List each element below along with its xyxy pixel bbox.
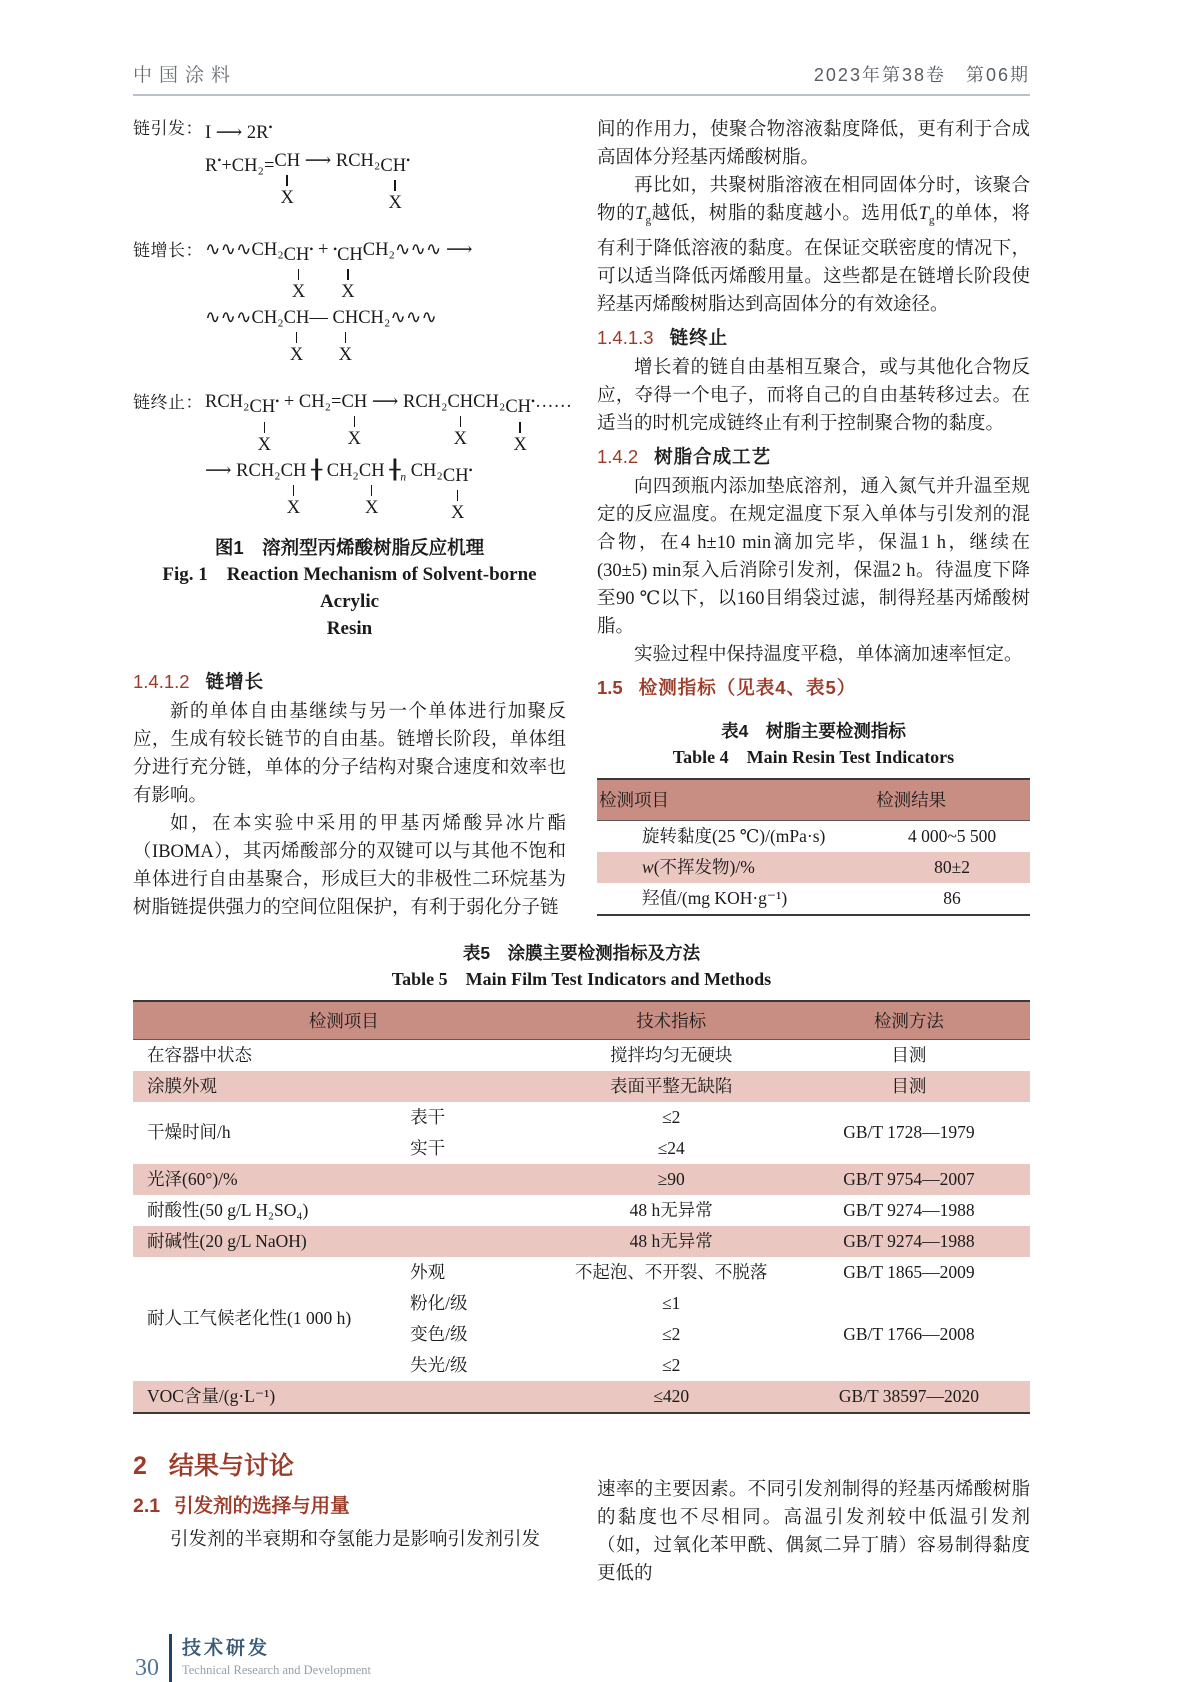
section-142-heading	[597, 443, 1030, 471]
test-result: 4 000~5 500	[907, 825, 997, 846]
bond-line	[286, 175, 288, 186]
journal-name: 中国涂料	[133, 65, 238, 86]
substituted-carbon: CH X	[341, 392, 368, 450]
bond-line	[347, 269, 349, 280]
test-subitem: 实干	[410, 1137, 446, 1158]
test-item: 在容器中状态	[147, 1044, 252, 1065]
table-row	[133, 1195, 1030, 1226]
formula-text: $╂_n$ CH₂	[384, 460, 443, 484]
table5-title-zh: 表5 涂膜主要检测指标及方法	[462, 942, 701, 963]
section-number: 2	[133, 1451, 147, 1480]
test-spec: ≤2	[662, 1354, 681, 1375]
table-row	[133, 1381, 1030, 1413]
formula-text: ⟶ RCH₂	[367, 392, 448, 413]
formula-text: CH₂∿∿∿	[358, 308, 437, 329]
chain-initiation-formula	[133, 116, 566, 214]
table4-block	[597, 718, 1030, 916]
test-method: GB/T 9274—1988	[788, 1226, 1030, 1257]
table-row	[133, 1071, 1030, 1102]
test-result: 80±2	[874, 852, 1030, 883]
section-number: 1.4.1.3	[597, 326, 654, 348]
paragraph: 增长着的链自由基相互聚合，或与其他化合物反应，夺得一个电子，而将自己的自由基转移过去。在适当的时机完成链终止有利于控制聚合物的黏度。	[597, 357, 1030, 434]
test-subitem: 外观	[410, 1261, 446, 1282]
substituent-x: X	[341, 282, 355, 303]
substituent-x: X	[280, 188, 294, 209]
test-method: GB/T 1865—2009	[843, 1261, 975, 1282]
bond-line	[457, 490, 459, 501]
substituent-x: X	[347, 429, 362, 450]
section-number: 1.4.2	[597, 445, 639, 467]
formula-line	[133, 306, 566, 366]
table5-col-item: 检测项目	[133, 1001, 555, 1040]
formula-text: RCH₂	[205, 392, 250, 413]
formula-text: —	[309, 308, 333, 329]
test-item: w(不挥发物)/%	[597, 852, 874, 883]
paragraph: 实验过程中保持温度平稳，单体滴加速率恒定。	[634, 644, 1023, 665]
table-row	[597, 883, 1030, 915]
paragraph: 再比如，共聚树脂溶液在相同固体分时，该聚合物的$T_g$越低，树脂的黏度越小。选用低$T_g$的单体，将有利于降低溶液的黏度。在保证交联密度的情况下，可以适当降低丙烯酸用量。这些都是在链增长阶段使羟基丙烯酸树脂达到高固体分的有效途径。	[597, 176, 1030, 315]
table-row	[597, 852, 1030, 883]
bond-line	[298, 269, 300, 280]
test-spec: ≥90	[555, 1164, 788, 1195]
paragraph: 间的作用力，使聚合物溶液黏度降低，更有利于合成高固体分羟基丙烯酸树脂。	[597, 120, 1030, 168]
bond-line	[293, 485, 295, 496]
substituted-carbon: CH X	[274, 151, 301, 209]
substituted-carbon: CH X	[447, 392, 474, 450]
section-title: 树脂合成工艺	[654, 445, 772, 467]
test-spec: 表面平整无缺陷	[555, 1071, 788, 1102]
section-title: 链增长	[205, 670, 265, 692]
test-method: GB/T 1766—2008	[843, 1323, 975, 1344]
section-number: 1.5	[597, 676, 623, 698]
page-number: 30	[135, 1654, 159, 1681]
test-method: GB/T 38597—2020	[788, 1381, 1030, 1413]
test-spec: ≤2	[662, 1323, 681, 1344]
section-number: 1.4.1.2	[133, 670, 190, 692]
test-subitem: 变色/级	[410, 1323, 468, 1344]
bond-line	[394, 180, 396, 191]
formula-text: ∿∿∿CH₂	[205, 308, 284, 329]
formula-line	[133, 459, 566, 524]
formula-line	[133, 238, 566, 303]
main-columns	[133, 116, 1030, 922]
formula-text: ∿∿∿CH₂	[205, 240, 284, 261]
substituted-carbon: CH• X	[505, 396, 536, 455]
table5	[133, 1000, 1030, 1414]
page-footer	[135, 1634, 1030, 1682]
substituted-carbon: CH X	[283, 308, 310, 366]
formula-text: CH₂∿∿∿ ⟶	[362, 240, 473, 261]
test-item: 涂膜外观	[133, 1071, 555, 1102]
table5-header-row	[133, 1001, 1030, 1040]
substituent-x: X	[291, 282, 306, 303]
bond-line	[345, 332, 347, 343]
section-number: 2.1	[133, 1494, 161, 1517]
test-item: 干燥时间/h	[147, 1122, 231, 1143]
section-title: 结果与讨论	[168, 1451, 294, 1480]
substituted-carbon: CH• X	[249, 396, 280, 455]
bottom-left-column	[133, 1444, 566, 1588]
chain-propagation-formula	[133, 238, 566, 366]
formula-line	[133, 390, 573, 455]
bottom-right-column	[597, 1444, 1030, 1588]
formula-label: 链增长：	[133, 241, 203, 261]
test-method: 目测	[788, 1071, 1030, 1102]
footer-section-zh: 技术研发	[182, 1637, 271, 1659]
section-title: 链终止	[669, 326, 729, 348]
substituted-carbon: CH X	[358, 460, 385, 518]
test-subitem: 失光/级	[410, 1354, 468, 1375]
section-2-heading	[133, 1450, 566, 1482]
table-row	[133, 1164, 1030, 1195]
formula-label: 链终止：	[133, 393, 203, 413]
table4-title-en: Table 4 Main Resin Test Indicators	[672, 746, 955, 767]
figure1-caption-zh: 图1 溶剂型丙烯酸树脂反应机理	[214, 536, 485, 558]
table-row	[597, 820, 1030, 852]
test-spec: 搅拌均匀无硬块	[609, 1044, 733, 1065]
footer-divider-bar	[169, 1634, 172, 1682]
formula-line	[133, 116, 566, 146]
paragraph: 速率的主要因素。不同引发剂制得的羟基丙烯酸树脂的黏度也不尽相同。高温引发剂较中低温引发剂（如，过氧化苯甲酰、偶氮二异丁腈）容易制得黏度更低的	[597, 1479, 1030, 1584]
paragraph: 引发剂的半衰期和夺氢能力是影响引发剂引发	[170, 1529, 541, 1550]
table4-col-result: 检测结果	[874, 779, 1030, 821]
substituent-x: X	[365, 497, 379, 518]
test-spec: ≤2	[662, 1106, 681, 1127]
test-spec: ≤1	[662, 1292, 681, 1313]
test-item: 光泽(60°)/%	[133, 1164, 555, 1195]
table4-title-zh: 表4 树脂主要检测指标	[721, 720, 906, 741]
test-method: GB/T 9274—1988	[843, 1199, 975, 1220]
test-spec: 48 h无异常	[629, 1199, 713, 1220]
paragraph: 向四颈瓶内添加垫底溶剂，通入氮气并升温至规定的反应温度。在规定温度下泵入单体与引发剂的混合物，在4 h±10 min滴加完毕，保温1 h，继续在(30±5) min泵入后消除引发剂，保温2 h。待温度下降至90 ℃以下，以160目绢袋过滤，制得羟基丙烯酸树脂。	[597, 476, 1030, 637]
table5-title-en: Table 5 Main Film Test Indicators and Methods	[391, 968, 772, 989]
footer-section-en: Technical Research and Development	[182, 1662, 371, 1677]
footer-section	[182, 1637, 371, 1679]
bond-line	[460, 416, 462, 427]
substituent-x: X	[286, 497, 301, 518]
test-subitem: 表干	[410, 1106, 446, 1127]
formula-text: ……	[535, 392, 573, 413]
table-row	[133, 1226, 1030, 1257]
table5-col-method: 检测方法	[788, 1001, 1030, 1040]
test-spec: ≤420	[555, 1381, 788, 1413]
formula-text: ⟶ RCH₂	[205, 460, 281, 481]
substituted-carbon: CH• X	[442, 464, 473, 523]
bond-line	[371, 485, 373, 496]
formula-line	[133, 149, 566, 214]
substituent-x: X	[513, 434, 527, 455]
substituted-carbon: CH• X	[283, 244, 314, 303]
formula-text: CH₂	[473, 392, 506, 413]
section-title: 检测指标（见表4、表5）	[638, 676, 857, 698]
right-column	[597, 116, 1030, 922]
table5-col-spec: 技术指标	[555, 1001, 788, 1040]
test-item: 耐碱性(20 g/L NaOH)	[133, 1226, 555, 1257]
substituent-x: X	[338, 345, 353, 366]
test-subitem: 粉化/级	[410, 1292, 468, 1313]
section-21-heading	[133, 1492, 566, 1520]
formula-text: +	[313, 240, 334, 261]
test-item: 耐酸性(50 g/L H₂SO₄)	[147, 1199, 309, 1220]
figure1-caption-en2: Resin	[326, 617, 373, 639]
bond-line	[354, 416, 356, 427]
test-item: 羟值/(mg KOH·g⁻¹)	[642, 887, 788, 908]
paragraph: 如，在本实验中采用的甲基丙烯酸异冰片酯（IBOMA），其丙烯酸部分的双键可以与其他不饱和单体进行自由基聚合，形成巨大的非极性二环烷基为树脂链提供强力的空间位阻保护，有利于弱化分子链	[133, 813, 566, 918]
bottom-columns	[133, 1444, 1030, 1588]
section-1413-heading	[597, 324, 1030, 352]
test-method: GB/T 1728—1979	[843, 1122, 975, 1143]
substituted-carbon: CH X	[280, 460, 307, 518]
header-divider	[133, 94, 1030, 96]
section-title: 引发剂的选择与用量	[174, 1494, 350, 1517]
formula-text: R•+CH₂=	[205, 155, 275, 177]
test-method: GB/T 9754—2007	[788, 1164, 1030, 1195]
test-item: 耐人工气候老化性(1 000 h)	[147, 1308, 352, 1329]
table4-header-row	[597, 779, 1030, 821]
section-1412-heading	[133, 668, 566, 696]
paragraph: 新的单体自由基继续与另一个单体进行加聚反应，生成有较长链节的自由基。链增长阶段，单体组分进行充分链，单体的分子结构对聚合速度和效率也有影响。	[133, 701, 566, 806]
test-item: 旋转黏度(25 ℃)/(mPa·s)	[642, 825, 826, 846]
substituent-x: X	[451, 502, 465, 523]
table-row	[133, 1257, 1030, 1288]
substituent-x: X	[257, 434, 272, 455]
table5-block	[133, 940, 1030, 1414]
table4-col-item: 检测项目	[597, 779, 874, 821]
bond-line	[519, 422, 521, 433]
substituent-x: X	[388, 193, 402, 214]
table-row	[133, 1102, 1030, 1133]
test-result: 86	[943, 887, 961, 908]
formula-text: + CH₂=	[279, 392, 342, 413]
chain-termination-formula	[133, 390, 573, 523]
table-row	[133, 1039, 1030, 1071]
substituted-carbon: CH X	[332, 308, 359, 366]
bond-line	[296, 332, 298, 343]
section-15-heading	[597, 674, 1030, 702]
figure1-caption	[133, 534, 566, 642]
formula-label: 链引发：	[133, 119, 203, 138]
test-method: 目测	[891, 1044, 927, 1065]
left-column	[133, 116, 573, 922]
table4	[597, 778, 1030, 916]
substituted-carbon: •CH X	[333, 244, 363, 303]
formula-text: ⟶ RCH₂	[300, 151, 381, 172]
formula-text: ╂ CH₂	[306, 460, 359, 481]
page-header	[133, 60, 1030, 87]
bond-line	[264, 422, 266, 433]
substituted-carbon: CH• X	[380, 155, 411, 214]
substituent-x: X	[289, 345, 304, 366]
test-spec: 48 h无异常	[555, 1226, 788, 1257]
formula-text: I ⟶ 2R•	[205, 122, 273, 144]
issue-info: 2023年第38卷 第06期	[813, 65, 1030, 85]
test-spec: ≤24	[657, 1137, 685, 1158]
substituent-x: X	[453, 429, 467, 450]
test-spec: 不起泡、不开裂、不脱落	[574, 1261, 768, 1282]
figure1-caption-en: Fig. 1 Reaction Mechanism of Solvent-borne Acrylic	[162, 563, 537, 612]
test-item: VOC含量/(g·L⁻¹)	[133, 1381, 555, 1413]
